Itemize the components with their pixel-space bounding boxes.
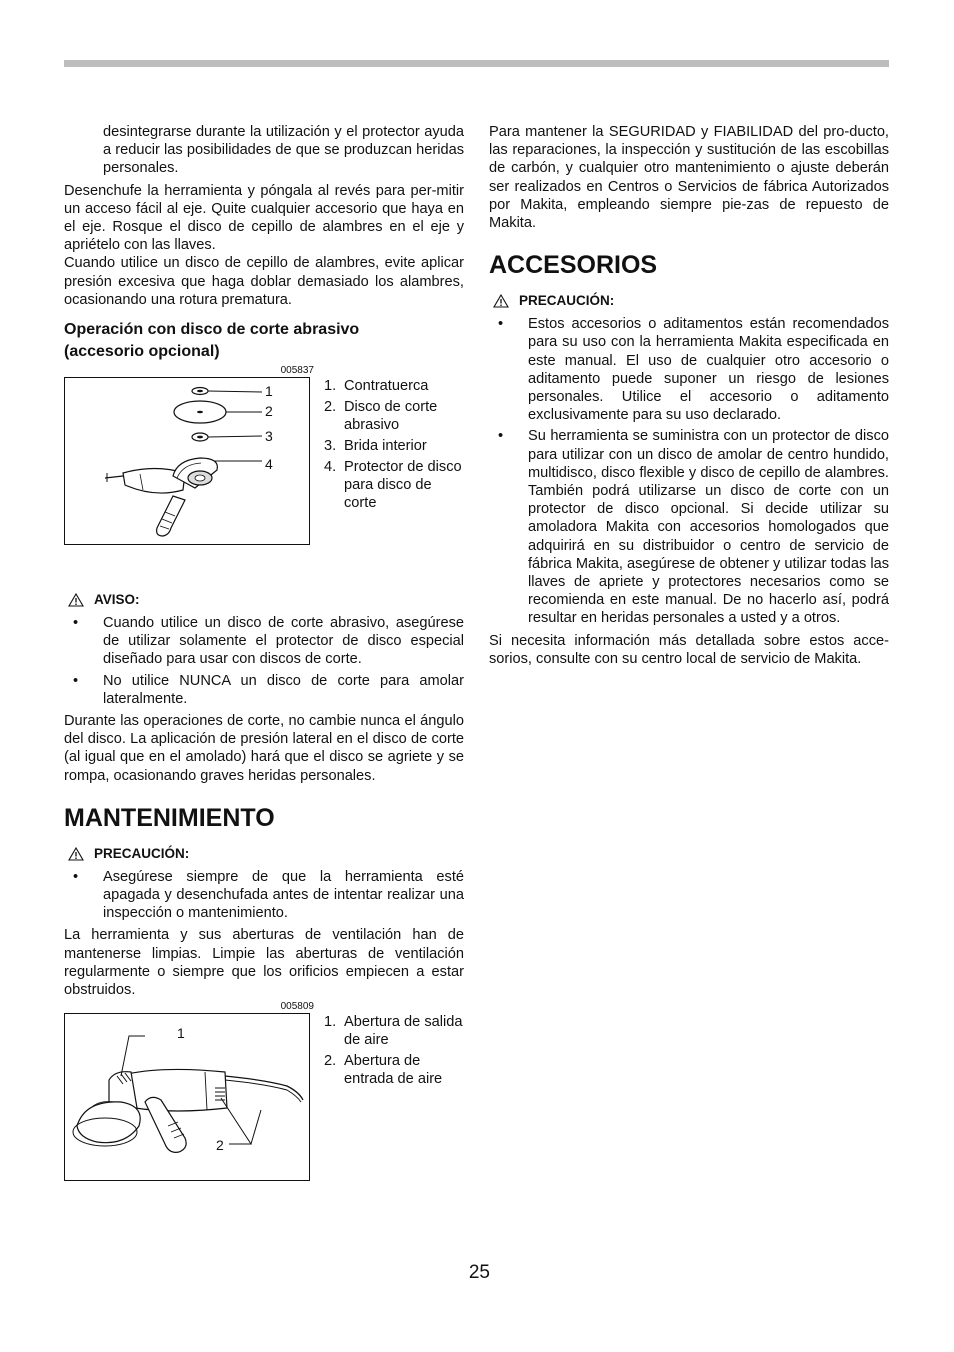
warning-triangle-icon — [493, 294, 509, 308]
callout-1: 1 — [265, 383, 273, 400]
paragraph-wire-brush: Cuando utilice un disco de cepillo de alambres, evite aplicar presión excesiva que haga doblar demasiado los alambres, ocasionando una rotura prematura. — [64, 255, 464, 308]
subheading-line-1: Operación con disco de corte abrasivo — [64, 321, 360, 339]
subheading-line-2: (accesorio opcional) — [64, 343, 220, 361]
figure-code: 005837 — [280, 365, 314, 377]
left-column — [64, 123, 464, 1181]
legend-item: 1. Abertura de salida de aire — [324, 1014, 463, 1049]
subheading-abrasive-cut — [64, 319, 464, 363]
paragraph-unplug: Desenchufe la herramienta y póngala al revés para per-mitir un acceso fácil al eje. Quite cualquier accesorio que haya en el eje. Rosque el disco de cepillo de alambres en el eje y apriételo con las llaves. — [64, 182, 464, 254]
paragraph-vents: La herramienta y sus aberturas de ventilación han de mantenerse limpias. Limpie las aberturas de ventilación regularmente o siempre que los orificios empiecen a estar obstruidos. — [64, 927, 464, 999]
callout-4: 4 — [265, 456, 273, 473]
figure-legend — [324, 1013, 464, 1091]
list-item: • No utilice NUNCA un disco de corte para amolar lateralmente. — [64, 672, 464, 708]
legend-item: 4. Protector de disco para disco de corte — [324, 459, 462, 512]
paragraph-continuation: desintegrarse durante la utilización y el protector ayuda a reducir las posibilidades de que se produzcan heridas personales. — [103, 124, 464, 177]
warning-label: AVISO: — [94, 592, 140, 608]
legend-item: 2. Abertura de entrada de aire — [324, 1053, 443, 1088]
callout-3: 3 — [265, 428, 273, 445]
heading-accessories: ACCESORIOS — [489, 251, 658, 280]
paragraph-safety: Para mantener la SEGURIDAD y FIABILIDAD del pro-ducto, las reparaciones, la inspección y sustitución de las escobillas de carbón, y cualquier otro mantenimiento o ajuste deberán ser realizados en Centros o Servicios de fábrica Autorizados por Makita, empleando siempre pie-zas de repuesto de Makita. — [489, 124, 889, 232]
figure-frame — [64, 1013, 310, 1181]
grinder-vents-illustration — [65, 1014, 309, 1180]
warning-triangle-icon — [68, 593, 84, 607]
list-item: • Estos accesorios o aditamentos están recomendados para su uso con la herramienta Makita especificada en este manual. El uso de cualquier otro accesorio o aditamento puede suponer un riesgo de lesiones personales. Utilice el accesorio o aditamento exclusivamente para su uso declarado. — [489, 315, 889, 424]
list-item: • Cuando utilice un disco de corte abrasivo, asegúrese de utilizar solamente el protector de disco especial diseñado para usar con discos de corte. — [64, 614, 464, 669]
legend-item: 2. Disco de corte abrasivo — [324, 399, 438, 434]
callout-1: 1 — [177, 1025, 185, 1042]
figure-frame — [64, 377, 310, 545]
caution-list — [489, 315, 889, 627]
callout-2: 2 — [265, 403, 273, 420]
legend-item: 3. Brida interior — [324, 438, 427, 455]
warning-list — [64, 614, 464, 708]
legend-item: 1. Contratuerca — [324, 378, 429, 395]
paragraph-info: Si necesita información más detallada sobre estos acce-sorios, consulte con su centro local de servicio de Makita. — [489, 632, 889, 667]
caution-label: PRECAUCIÓN: — [94, 845, 190, 861]
figure-legend — [324, 377, 464, 515]
caution-list — [64, 868, 464, 923]
callout-2: 2 — [216, 1137, 224, 1154]
caution-label: PRECAUCIÓN: — [519, 293, 615, 309]
header-rule — [64, 60, 889, 67]
warning-heading — [64, 591, 464, 609]
figure-air-vents — [64, 1013, 464, 1181]
right-column — [489, 123, 889, 668]
figure-abrasive-disc — [64, 377, 464, 545]
caution-heading — [64, 845, 464, 863]
figure-code: 005809 — [280, 1001, 314, 1013]
list-item: • Asegúrese siempre de que la herramienta esté apagada y desenchufada antes de intentar realizar una inspección o mantenimiento. — [64, 868, 464, 923]
list-item: • Su herramienta se suministra con un protector de disco para utilizar con un disco de amolar de centro hundido, multidisco, disco flexible y disco de cepillo de alambres. También podrá utilizarse un disco de corte con un protector de disco opcional. Si decide utilizar su amoladora Makita con accesorios homologados que adquirirá en su distribuidor o centro de servicio de fábrica Makita, asegúrese de obtener y utilizar todas las llaves de apriete y protectores necesarios como se recomienda en este manual. De no hacerlo así, podrá resultar en heridas personales a usted y a otros. — [489, 427, 889, 627]
caution-heading — [489, 292, 889, 310]
warning-triangle-icon — [68, 847, 84, 861]
paragraph-cutting: Durante las operaciones de corte, no cambie nunca el ángulo del disco. La aplicación de presión lateral en el disco de corte (al igual que en el amolado) hará que el disco se agriete y se rompa, ocasionando graves heridas personales. — [64, 713, 464, 784]
heading-maintenance: MANTENIMIENTO — [64, 803, 275, 832]
page-number: 25 — [468, 1262, 490, 1283]
